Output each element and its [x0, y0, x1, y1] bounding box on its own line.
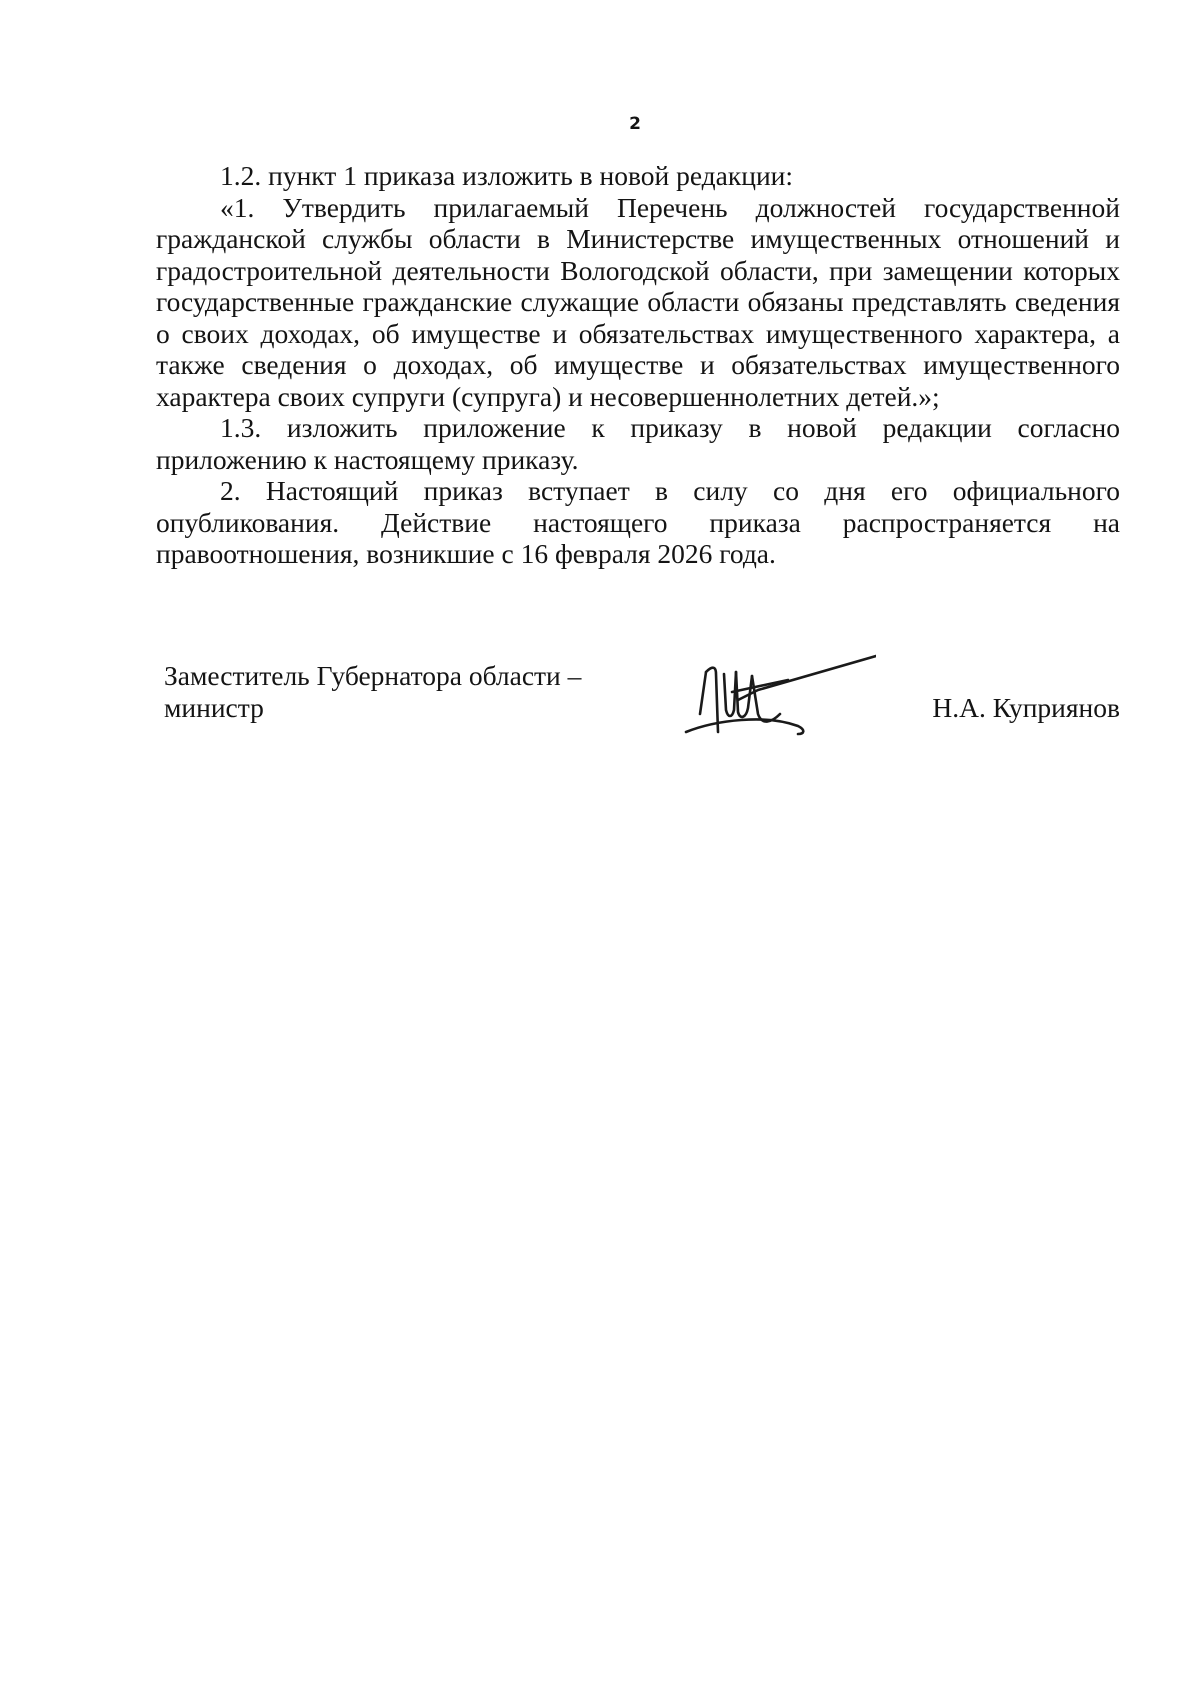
- paragraph-1-3: 1.3. изложить приложение к приказу в новой редакции согласно приложению к настоящему приказу.: [156, 412, 1120, 475]
- handwritten-signature-icon: [676, 652, 876, 742]
- paragraph-2: 2. Настоящий приказ вступает в силу со дня его официального опубликования. Действие настоящего приказа распространяется на правоотношения, возникшие с 16 февраля 2026 года.: [156, 475, 1120, 569]
- paragraph-quoted-item-1: «1. Утвердить прилагаемый Перечень должностей государственной гражданской службы области в Министерстве имущественных отношений и градостроительной деятельности Вологодской области, при замещении которых государственные гражданские служащие области обязаны представлять сведения о своих доходах, об имуществе и обязательствах имущественного характера, а также сведения о доходах, об имуществе и обязательствах имущественного характера своих супруги (супруга) и несовершеннолетних детей.»;: [156, 191, 1120, 412]
- signatory-position: [164, 660, 644, 724]
- page-number: 2: [629, 114, 641, 134]
- document-body: [156, 160, 1120, 570]
- signature-block: [164, 660, 1120, 760]
- position-line-2: министр: [164, 692, 264, 723]
- paragraph-1-2: 1.2. пункт 1 приказа изложить в новой редакции:: [220, 160, 794, 191]
- signatory-name: Н.А. Куприянов: [932, 692, 1120, 723]
- position-line-1: Заместитель Губернатора области –: [164, 660, 582, 691]
